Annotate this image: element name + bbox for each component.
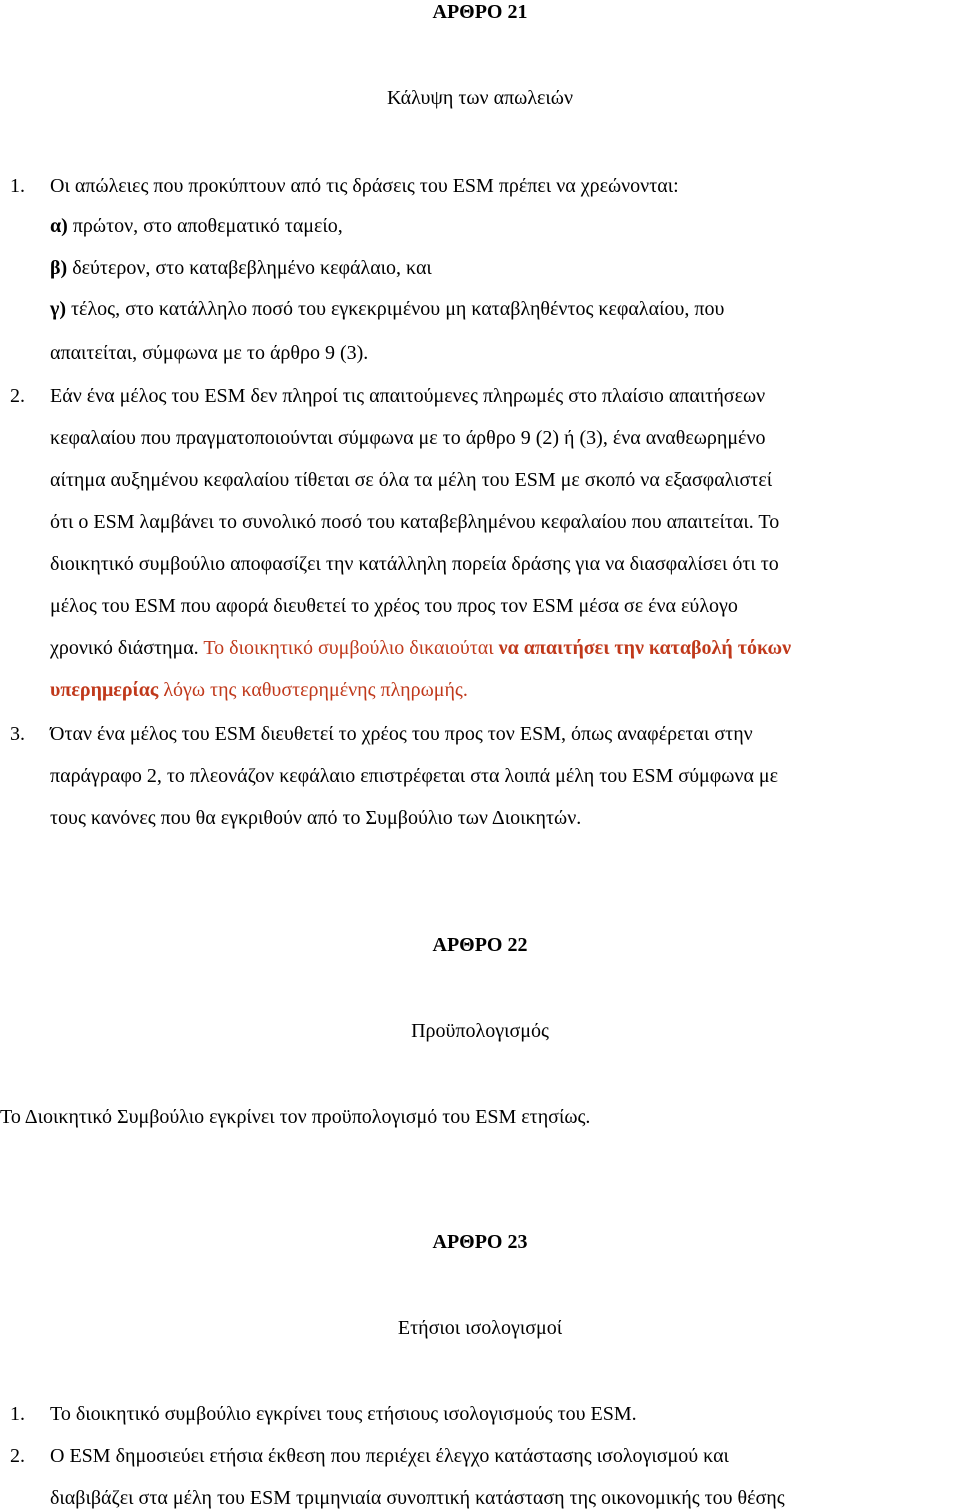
highlighted-text: λόγω της καθυστερημένης πληρωμής. xyxy=(158,679,468,701)
list-label: γ) xyxy=(50,298,67,320)
paragraph-line: κεφαλαίου που πραγματοποιούνται σύμφωνα με το άρθρο 9 (2) ή (3), ένα αναθεωρημένο xyxy=(50,427,766,449)
paragraph-line: Οι απώλειες που προκύπτουν από τις δράσεις του ESM πρέπει να χρεώνονται: xyxy=(50,175,679,197)
article-23-title: Ετήσιοι ισολογισμοί xyxy=(397,1317,563,1339)
article-22-title: Προϋπολογισμός xyxy=(411,1020,549,1042)
paragraph-line: Εάν ένα μέλος του ESM δεν πληροί τις απαιτούμενες πληρωμές στο πλαίσιο απαιτήσεων xyxy=(50,385,766,407)
paragraph-line: Όταν ένα μέλος του ESM διευθετεί το χρέος του προς τον ESM, όπως αναφέρεται στην xyxy=(50,723,753,745)
list-text: τέλος, στο κατάλληλο ποσό του εγκεκριμένου μη καταβληθέντος κεφαλαίου, που xyxy=(66,298,725,320)
paragraph-number: 1. xyxy=(10,175,25,197)
article-21-title: Κάλυψη των απωλειών xyxy=(386,87,574,109)
plain-text: χρονικό διάστημα. xyxy=(50,637,204,659)
paragraph-line: παράγραφο 2, το πλεονάζον κεφάλαιο επιστρέφεται στα λοιπά μέλη του ESM σύμφωνα με xyxy=(50,765,779,787)
paragraph-line: Ο ESM δημοσιεύει ετήσια έκθεση που περιέχει έλεγχο κατάστασης ισολογισμού και xyxy=(50,1445,729,1467)
paragraph-line xyxy=(50,678,468,702)
list-item-a xyxy=(50,214,343,238)
article-22-text: Το Διοικητικό Συμβούλιο εγκρίνει τον προϋπολογισμό του ESM ετησίως. xyxy=(0,1106,591,1128)
paragraph-line: αίτημα αυξημένου κεφαλαίου τίθεται σε όλα τα μέλη του ESM με σκοπό να εξασφαλιστεί xyxy=(50,469,773,491)
list-label: β) xyxy=(50,257,68,279)
paragraph-line: ότι ο ESM λαμβάνει το συνολικό ποσό του καταβεβλημένου κεφαλαίου που απαιτείται. Το xyxy=(50,511,780,533)
list-item-c xyxy=(50,297,724,321)
highlighted-text: Το διοικητικό συμβούλιο δικαιούται xyxy=(203,637,499,659)
list-text: πρώτον, στο αποθεματικό ταμείο, xyxy=(67,215,343,237)
paragraph-number: 1. xyxy=(10,1403,25,1425)
list-text: δεύτερον, στο καταβεβλημένο κεφάλαιο, και xyxy=(67,257,432,279)
list-item-b xyxy=(50,256,432,280)
paragraph-number: 3. xyxy=(10,723,25,745)
paragraph-line xyxy=(50,636,791,660)
paragraph-line: διαβιβάζει στα μέλη του ESM τριμηνιαία συνοπτική κατάσταση της οικονομικής του θέσης xyxy=(50,1487,785,1509)
highlighted-bold-text: να απαιτήσει την καταβολή τόκων xyxy=(498,637,792,659)
paragraph-number: 2. xyxy=(10,1445,25,1467)
article-21-heading: ΑΡΘΡΟ 21 xyxy=(432,1,528,23)
paragraph-line: μέλος του ESM που αφορά διευθετεί το χρέος του προς τον ESM μέσα σε ένα εύλογο xyxy=(50,595,738,617)
list-label: α) xyxy=(50,215,68,237)
article-23-heading: ΑΡΘΡΟ 23 xyxy=(432,1231,528,1253)
paragraph-line: διοικητικό συμβούλιο αποφασίζει την κατάλληλη πορεία δράσης για να διασφαλίσει ότι το xyxy=(50,553,779,575)
paragraph-line: Το διοικητικό συμβούλιο εγκρίνει τους ετήσιους ισολογισμούς του ESM. xyxy=(50,1403,637,1425)
paragraph-line: απαιτείται, σύμφωνα με το άρθρο 9 (3). xyxy=(50,342,369,364)
paragraph-line: τους κανόνες που θα εγκριθούν από το Συμβούλιο των Διοικητών. xyxy=(50,807,582,829)
article-22-heading: ΑΡΘΡΟ 22 xyxy=(432,934,528,956)
paragraph-number: 2. xyxy=(10,385,25,407)
highlighted-bold-text: υπερημερίας xyxy=(50,679,159,701)
